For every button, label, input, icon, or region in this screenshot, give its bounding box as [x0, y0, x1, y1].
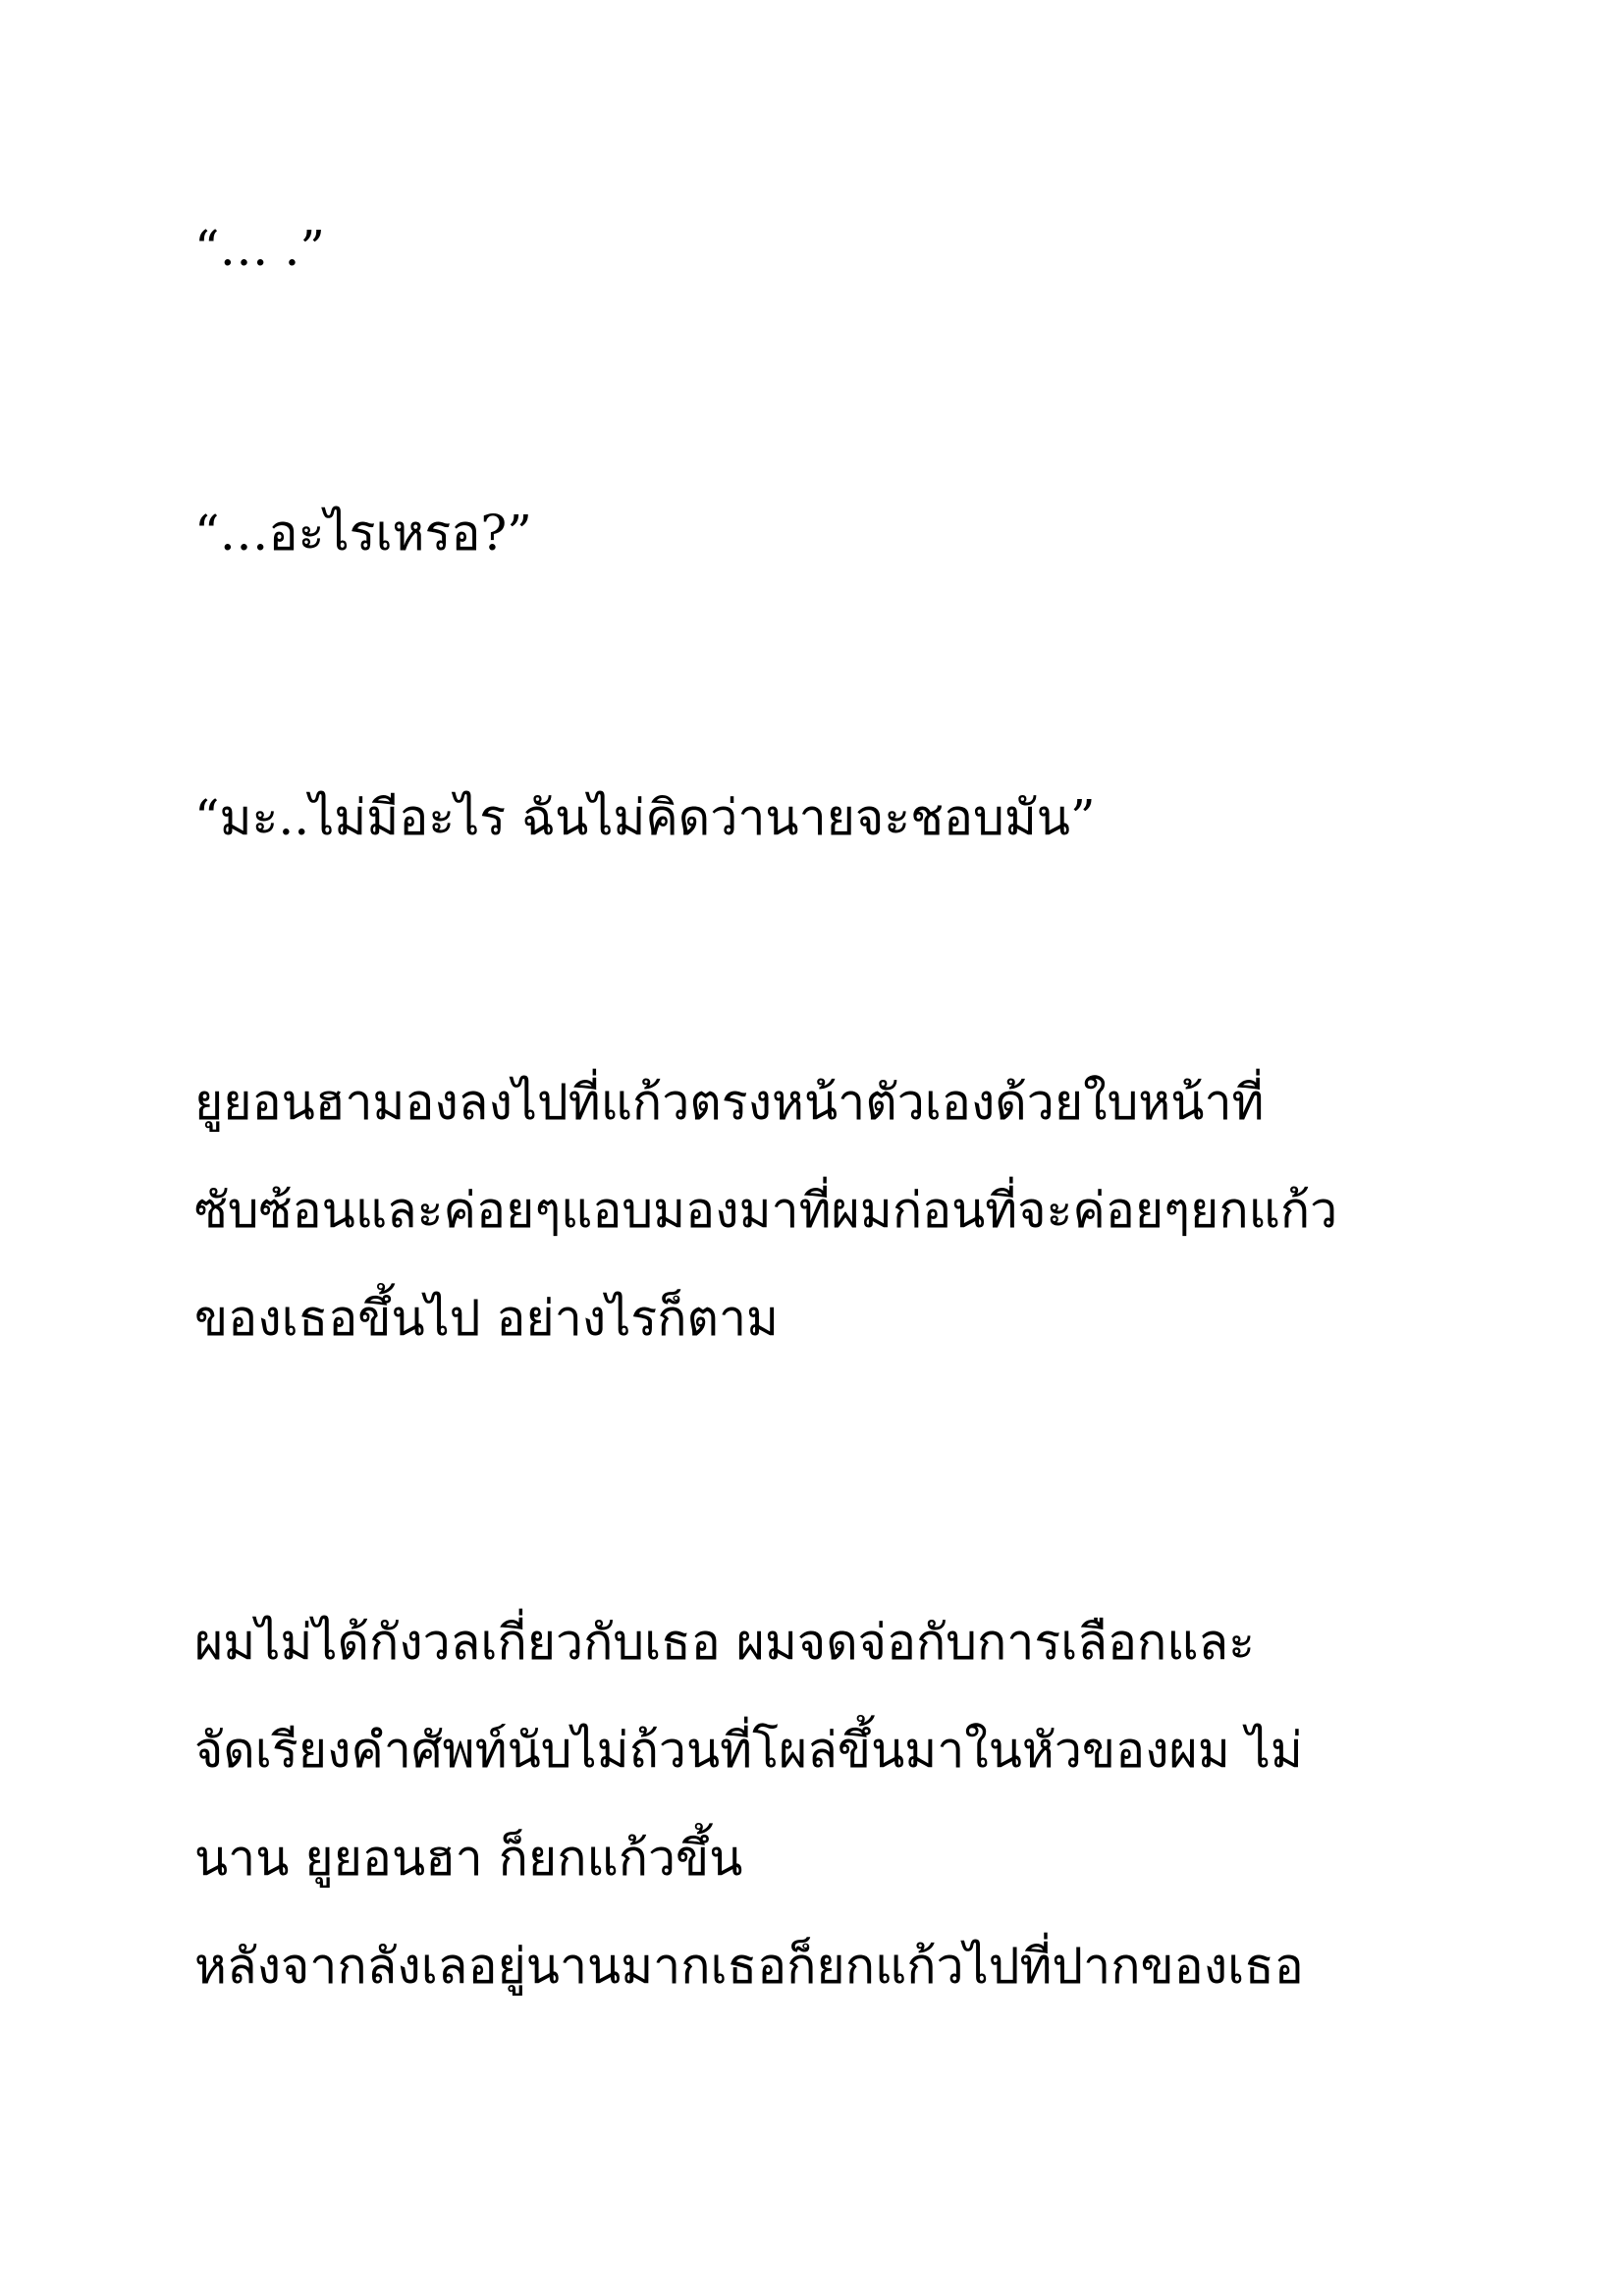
dialogue-line-question: “…อะไรเหรอ?”	[194, 505, 532, 561]
narration-line: นาน ยูยอนฮา ก็ยกแก้วขึ้น	[194, 1830, 743, 1887]
narration-line: ซับซ้อนและค่อยๆแอบมองมาที่ผมก่อนที่จะค่อยๆยกแก้ว	[194, 1182, 1338, 1239]
narration-line: ของเธอขึ้นไป อย่างไรก็ตาม	[194, 1290, 779, 1347]
narration-line: หลังจากลังเลอยู่นานมากเธอก็ยกแก้วไปที่ปากของเธอ	[194, 1938, 1304, 1995]
narration-line: ยูยอนฮามองลงไปที่แก้วตรงหน้าตัวเองด้วยใบหน้าที่	[194, 1074, 1265, 1131]
narration-line: จัดเรียงคำศัพท์นับไม่ถ้วนที่โผล่ขึ้นมาในหัวของผม ไม่	[194, 1722, 1303, 1779]
narration-line: ผมไม่ได้กังวลเกี่ยวกับเธอ ผมจดจ่อกับการเลือกและ	[194, 1614, 1255, 1671]
dialogue-line-ellipsis: “… .”	[194, 220, 325, 277]
dialogue-line-reply: “มะ..ไม่มีอะไร ฉันไม่คิดว่านายจะชอบมัน”	[194, 789, 1096, 846]
